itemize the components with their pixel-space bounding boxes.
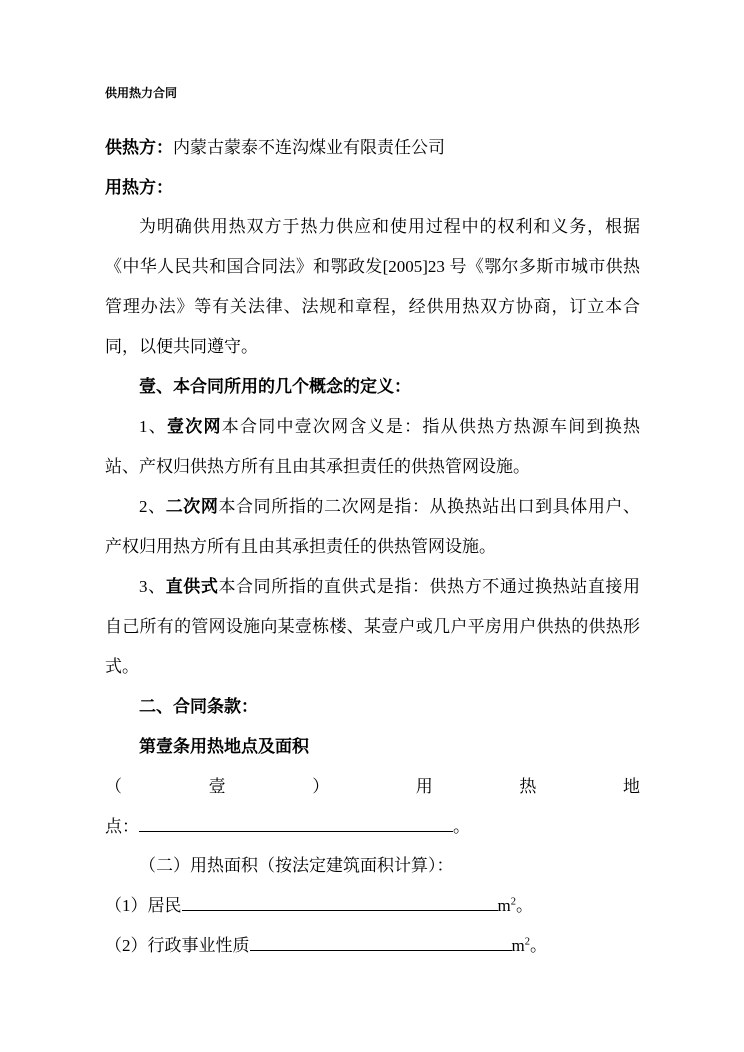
- definition-primary-network: [105, 407, 640, 487]
- supplier-name: 内蒙古蒙泰不连沟煤业有限责任公司: [173, 137, 445, 157]
- definition-text: 本合同中壹次网含义是：指从供热方热源车间到换热站、产权归供热方所有且由其承担责任的供热管网设施。: [105, 417, 641, 477]
- definition-term: 壹次网: [166, 417, 222, 437]
- definition-number: 3、: [139, 576, 166, 596]
- administrative-label: （2）行政事业性质: [105, 936, 250, 956]
- supplier-label: 供热方：: [105, 137, 173, 157]
- residential-area-blank-field[interactable]: [182, 894, 498, 911]
- definition-term: 二次网: [165, 497, 219, 517]
- definition-number: 1、: [139, 417, 167, 437]
- consumer-label: 用热方：: [105, 177, 173, 197]
- unit-base: m: [511, 936, 525, 956]
- unit-base: m: [497, 896, 511, 916]
- supplier-line: [105, 128, 640, 168]
- unit-superscript: 2: [524, 936, 530, 948]
- preamble-paragraph: 为明确供用热双方于热力供应和使用过程中的权利和义务，根据《中华人民共和国合同法》和鄂政发[2005]23 号《鄂尔多斯市城市供热管理办法》等有关法律、法规和章程，经供用热双方协商，订立本合同，以便共同遵守。: [105, 217, 640, 357]
- definition-text: 本合同所指的二次网是指：从换热站出口到具体用户、产权归用热方所有且由其承担责任的供热管网设施。: [105, 497, 641, 556]
- period: 。: [516, 896, 533, 916]
- administrative-area-line: [105, 926, 640, 966]
- consumer-line: [105, 168, 640, 208]
- residential-label: （1）居民: [105, 896, 182, 916]
- administrative-area-blank-field[interactable]: [250, 934, 512, 951]
- location-blank-field[interactable]: [139, 814, 453, 831]
- period: 。: [530, 936, 547, 956]
- unit-superscript: 2: [510, 896, 516, 908]
- location-line2-prefix: 点：: [105, 816, 139, 836]
- location-item-line2: [105, 807, 640, 847]
- definition-secondary-network: [105, 487, 640, 567]
- article1-heading: 第壹条用热地点及面积: [139, 736, 309, 756]
- document-title: 供用热力合同: [105, 86, 178, 100]
- definition-text: 本合同所指的直供式是指：供热方不通过换热站直接用自己所有的管网设施向某壹栋楼、某壹户或几户平房用户供热的供热形式。: [105, 576, 641, 676]
- area-heading: （二）用热面积（按法定建筑面积计算）：: [139, 856, 454, 876]
- definition-term: 直供式: [165, 576, 219, 596]
- residential-area-line: [105, 886, 640, 926]
- section1-heading: 壹、本合同所用的几个概念的定义：: [139, 377, 411, 397]
- section2-heading: 二、合同条款：: [139, 696, 258, 716]
- definition-direct-supply: [105, 567, 640, 687]
- definition-number: 2、: [139, 497, 166, 517]
- location-item-line1: （壹）用热地: [105, 776, 640, 796]
- period: 。: [453, 816, 470, 836]
